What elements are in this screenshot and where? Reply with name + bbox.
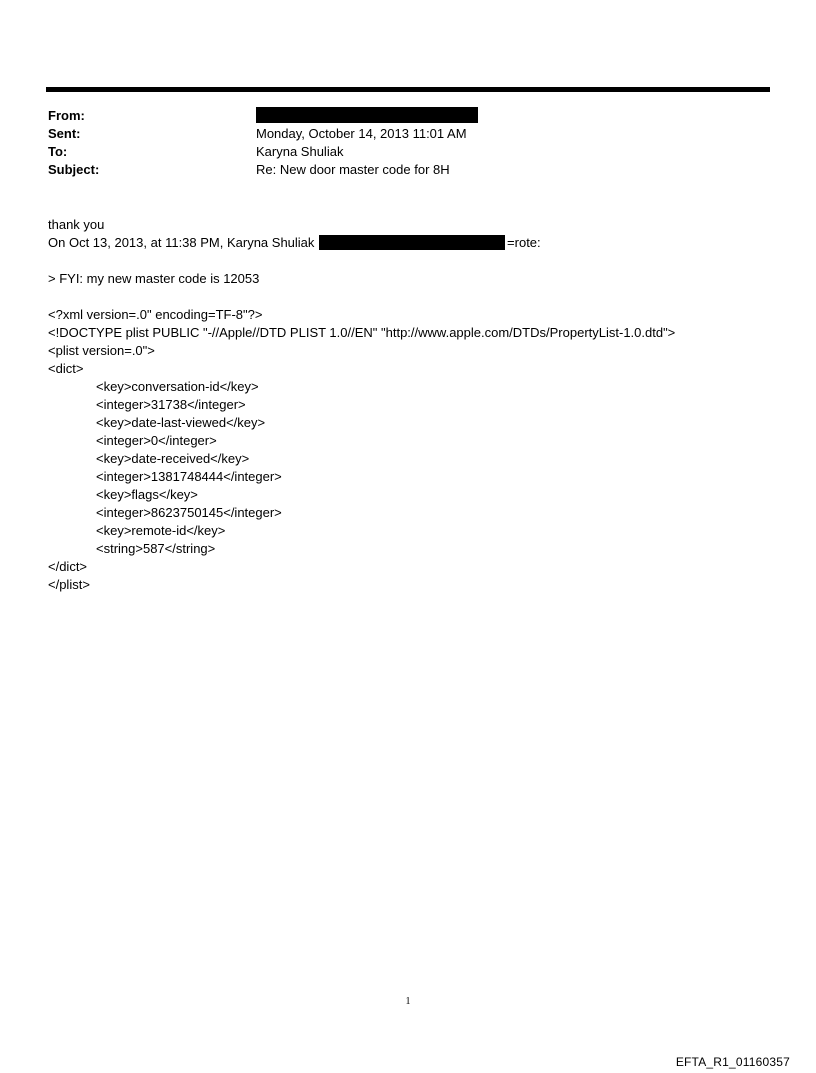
spacer	[48, 288, 768, 306]
xml-closing-line: </dict>	[48, 559, 88, 574]
xml-line: <?xml version=.0" encoding=TF-8"?>	[48, 307, 263, 322]
dict-line: <key>remote-id</key>	[96, 523, 226, 538]
redaction-bar	[256, 107, 478, 123]
xml-line: <dict>	[48, 361, 84, 376]
from-row	[48, 107, 748, 125]
greeting: thank you	[48, 217, 105, 232]
from-value	[256, 107, 478, 125]
header-rule	[46, 87, 770, 92]
dict-line: <key>date-last-viewed</key>	[96, 415, 266, 430]
sent-row	[48, 125, 748, 143]
spacer	[48, 252, 768, 270]
from-label: From:	[48, 108, 85, 123]
quote-intro-tail: =rote:	[507, 235, 541, 250]
xml-line: <!DOCTYPE plist PUBLIC "-//Apple//DTD PLIST 1.0//EN" "http://www.apple.com/DTDs/PropertyList-1.0.dtd">	[48, 325, 676, 340]
dict-line: <integer>0</integer>	[96, 433, 217, 448]
document-id: EFTA_R1_01160357	[675, 1055, 790, 1069]
dict-line: <string>587</string>	[96, 541, 216, 556]
subject-row	[48, 161, 748, 179]
to-label: To:	[48, 144, 68, 159]
email-header	[48, 107, 748, 179]
dict-line: <integer>1381748444</integer>	[96, 469, 282, 484]
quoted-line: > FYI: my new master code is 12053	[48, 271, 260, 286]
email-body	[48, 216, 768, 594]
subject-value: Re: New door master code for 8H	[256, 162, 450, 177]
dict-line: <key>flags</key>	[96, 487, 198, 502]
to-row	[48, 143, 748, 161]
quote-intro-text: On Oct 13, 2013, at 11:38 PM, Karyna Shuliak	[48, 235, 315, 250]
dict-line: <key>date-received</key>	[96, 451, 250, 466]
sent-label: Sent:	[48, 126, 81, 141]
redaction-bar	[319, 235, 505, 250]
dict-line: <integer>31738</integer>	[96, 397, 246, 412]
page-number: 1	[405, 996, 411, 1007]
sent-value: Monday, October 14, 2013 11:01 AM	[256, 126, 467, 141]
dict-line: <key>conversation-id</key>	[96, 379, 259, 394]
to-value: Karyna Shuliak	[256, 144, 344, 159]
xml-line: <plist version=.0">	[48, 343, 155, 358]
xml-closing-line: </plist>	[48, 577, 90, 592]
quote-intro	[48, 234, 768, 252]
dict-line: <integer>8623750145</integer>	[96, 505, 282, 520]
subject-label: Subject:	[48, 162, 100, 177]
